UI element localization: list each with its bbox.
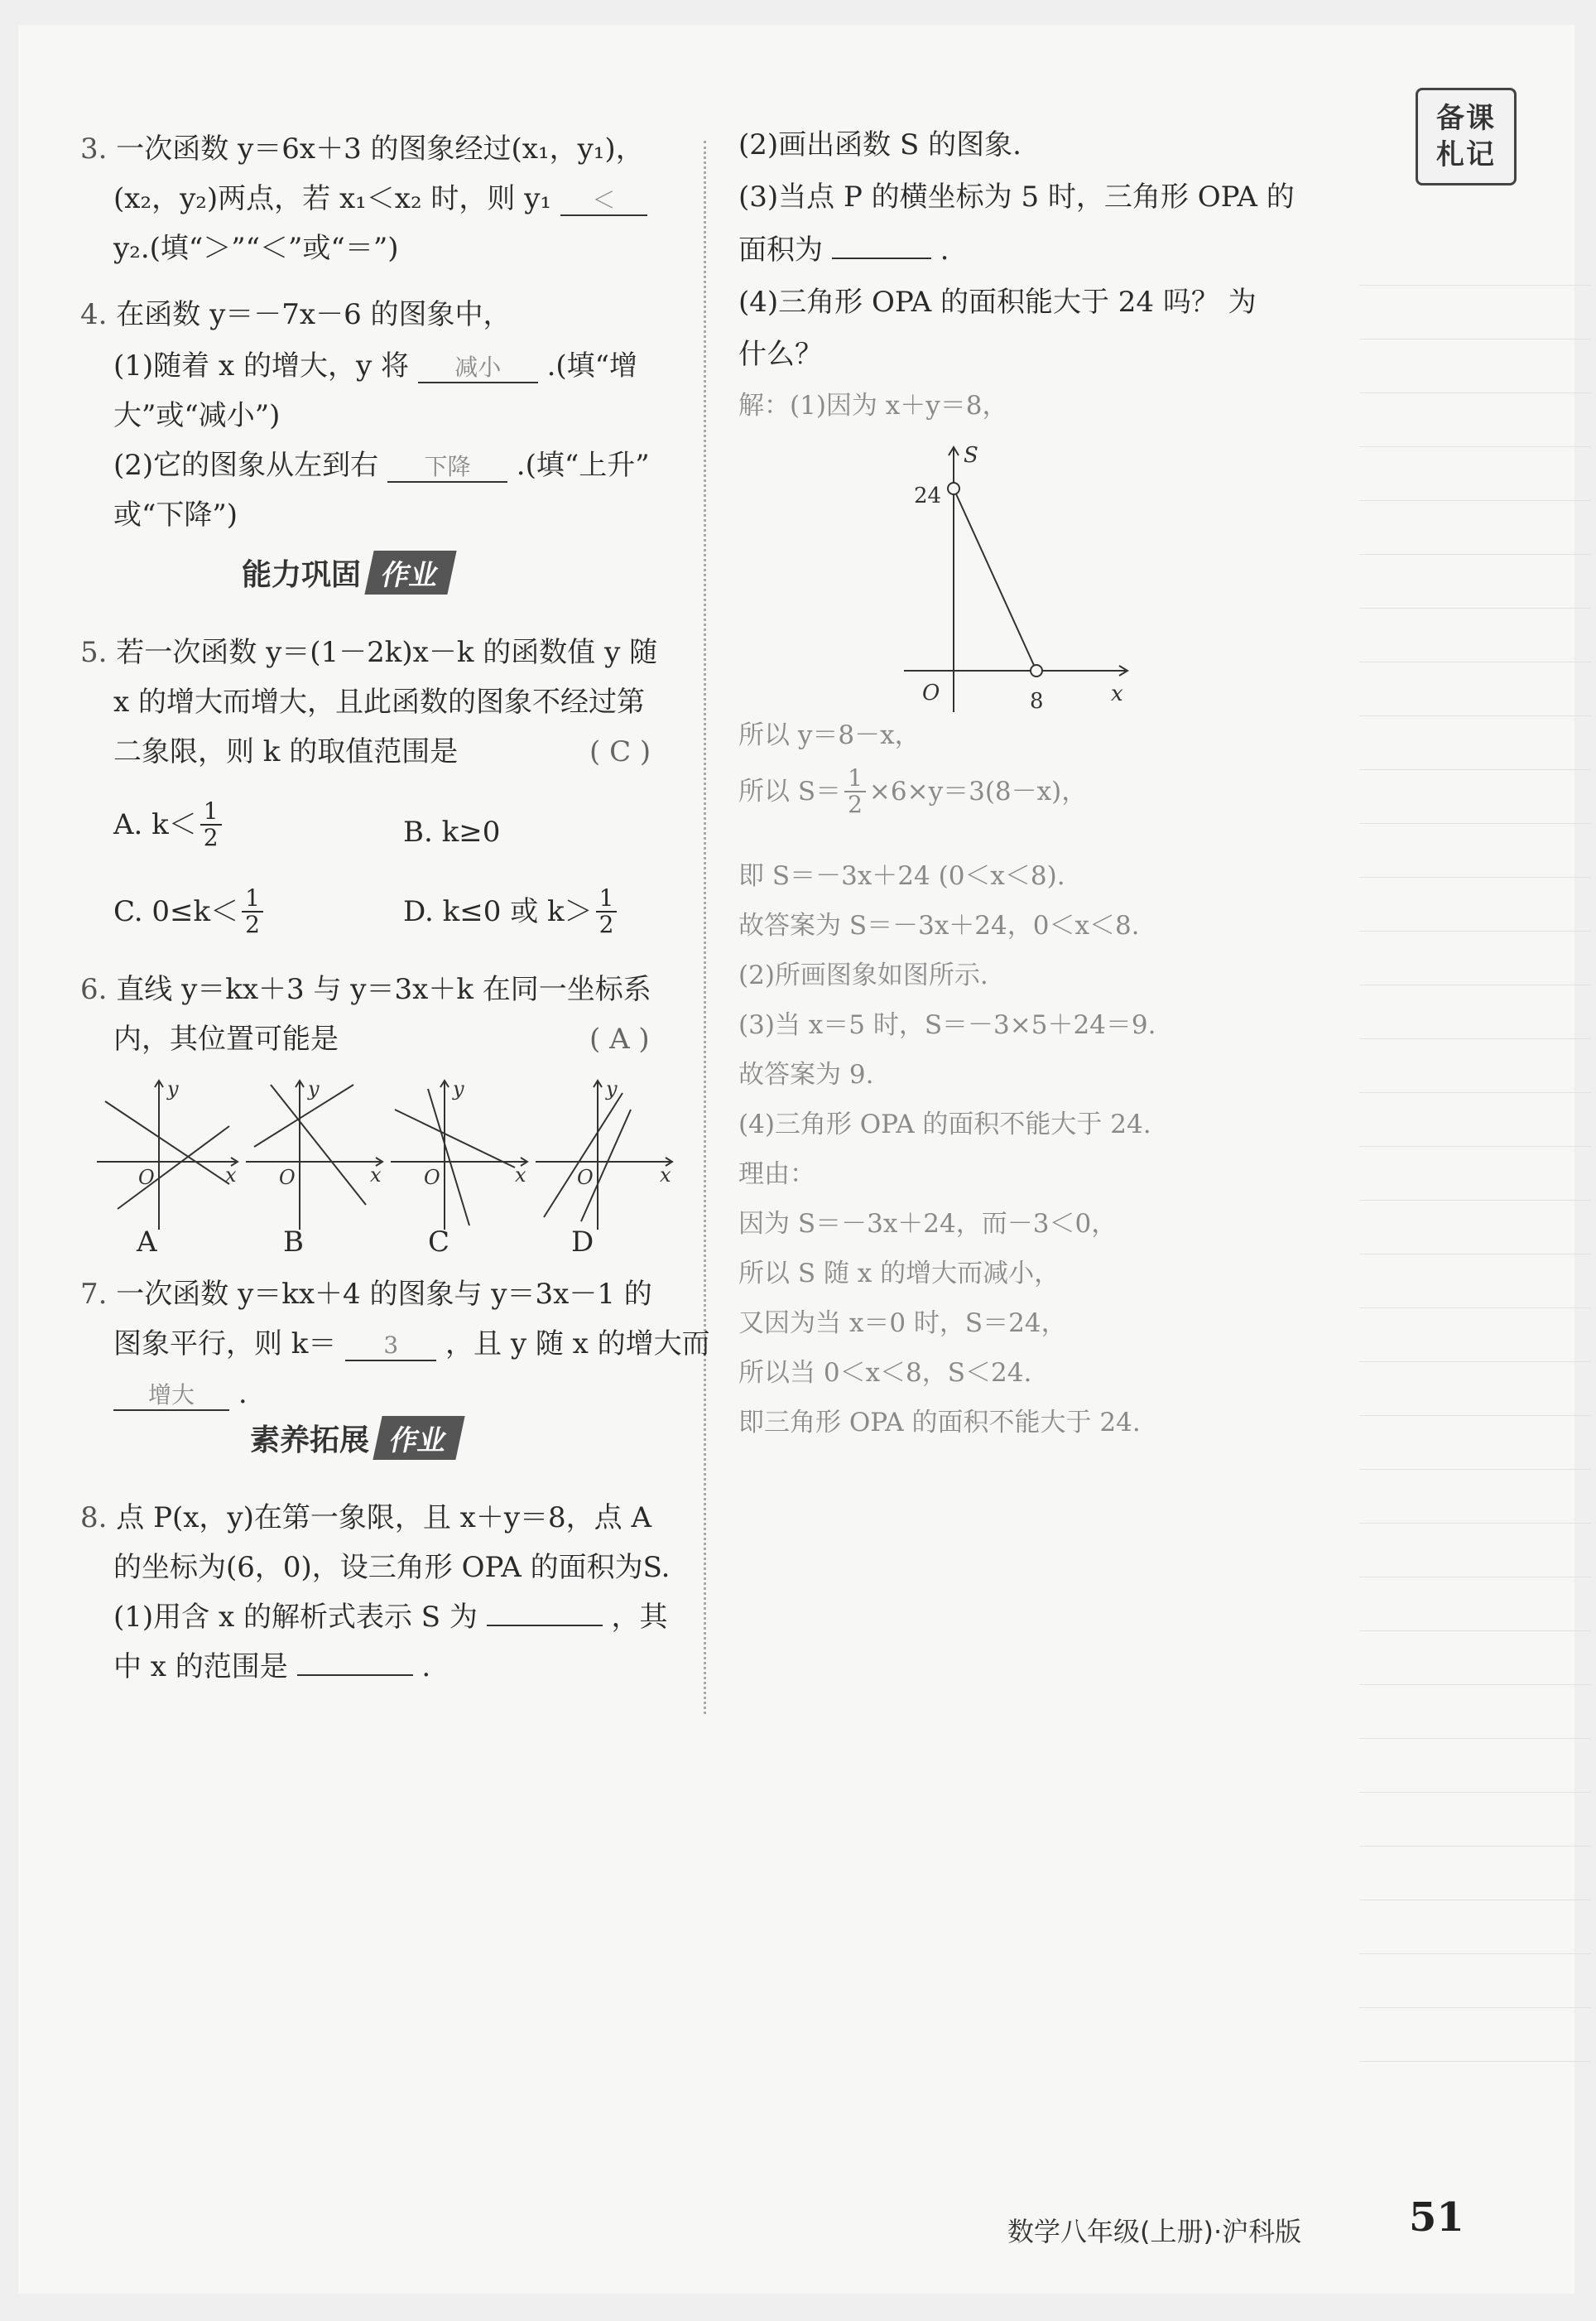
q5-option-d[interactable]: D. k≤0 或 k＞ $\frac{1}{2}$ <box>403 886 620 937</box>
graph-c[interactable] <box>391 1081 527 1230</box>
solution-graph <box>871 431 1136 729</box>
svg-text:x: x <box>515 1163 526 1187</box>
svg-text:O: O <box>577 1166 594 1189</box>
q8-range-blank[interactable] <box>297 1674 413 1676</box>
q6-label-c: C <box>428 1226 450 1259</box>
page-number: 51 <box>1409 2194 1464 2241</box>
q8-expression-blank[interactable] <box>487 1625 603 1626</box>
graph-x-tick: 8 <box>1030 689 1044 714</box>
section-header-ability: 能力巩固 作业 <box>242 551 452 594</box>
svg-text:O: O <box>424 1166 440 1189</box>
lesson-notes-stamp: 备课 札记 <box>1416 88 1517 185</box>
q5-answer: ( C ) <box>589 735 651 768</box>
notes-ruled-lines <box>1359 232 1591 2062</box>
q6-label-b: B <box>283 1226 304 1259</box>
q6-option-graphs <box>89 1064 685 1263</box>
q7-k-blank[interactable]: 3 <box>345 1331 436 1361</box>
svg-text:x: x <box>660 1163 671 1187</box>
q8-area-blank[interactable] <box>832 258 931 259</box>
graph-open-endpoint <box>948 483 959 494</box>
graph-s-label: S <box>964 443 978 468</box>
svg-text:y: y <box>308 1077 320 1100</box>
svg-text:y: y <box>453 1077 464 1100</box>
q5-option-c[interactable]: C. 0≤k＜ $\frac{1}{2}$ <box>113 886 267 937</box>
svg-text:y: y <box>167 1077 179 1100</box>
page: 备课 札记 3. 一次函数 y＝6x＋3 的图象经过(x₁，y₁)， (x₂，y₂)两点，若 x₁＜x₂ 时，则 y₁ ＜ y₂.(填“＞”“＜”或“＝”) 4. 在函数 y＝－7x－6 的图象中， (1)随着 x 的增大，y 将 减小 .(填“增 大”或“减小”) (2)它的图象从左到右 下降 .(填“上升” 或“下降”) 能力巩固 作业 5. 若一次函数 y＝(1－2k)x－k 的函数值 y 随 x 的增大而增大，且此函数的图象不经过第 二象限，则 k 的取值范围是 ( C ) A. k＜ $\frac{1}{2}$ B. k≥0 C. 0≤k＜ $\frac{1}{2}$ D. k≤0 或 k＞ $\frac{1}{2}$ 6. 直线 y＝kx＋3 与 y＝3x＋k 在同一坐标系 内，其位置可能是 ( A ) y x O y x O y x O y x O A B C D 7. 一次函数 y＝kx＋4 的图象与 y＝3x－1 的 图象平行，则 k＝ 3 ，且 y 随 x 的增大而 增大 . 素养拓展 作业 8. 点 P(x，y)在第一象限，且 x＋y＝8，点 A 的坐标为(6，0)，设三角形 OPA 的面积为S. (1)用含 x 的解析式表示 S 为 ，其 中 x 的范围是 . (2)画出函数 S 的图象. (3)当点 P 的横坐标为 5 时，三角形 OPA 的 面积为 . (4)三角形 OPA 的面积能大于 24 吗？ 为 什么？ 解：(1)因为 x＋y＝8， S x O 24 8 所以 y＝8－x， 所以 S＝ $\frac{1}{2}$ ×6×y＝3(8－x)， 即 S＝－3x＋24 (0＜x＜8). 故答案为 S＝－3x＋24，0＜x＜8. (2)所画图象如图所示. (3)当 x＝5 时，S＝－3×5＋24＝9. 故答案为 9. (4)三角形 OPA 的面积不能大于 24. 理由： 因为 S＝－3x＋24，而－3＜0， 所以 S 随 x 的增大而减小， 又因为当 x＝0 时，S＝24， 所以当 0＜x＜8，S＜24. 即三角形 OPA 的面积不能大于 24. 数学八年级(上册)·沪科版 51 <box>18 25 1574 2294</box>
column-divider <box>704 141 706 1714</box>
svg-text:O: O <box>279 1166 296 1189</box>
section-header-literacy: 素养拓展 作业 <box>250 1416 460 1459</box>
q6-label-a: A <box>137 1226 157 1259</box>
graph-s-line <box>954 489 1036 671</box>
q4-part1-blank[interactable]: 减小 <box>418 354 538 383</box>
q5-option-a[interactable]: A. k＜ $\frac{1}{2}$ <box>113 799 225 850</box>
q7-trend-blank[interactable]: 增大 <box>113 1381 229 1411</box>
graph-open-endpoint <box>1031 665 1042 677</box>
q5-option-b[interactable]: B. k≥0 <box>403 816 501 849</box>
footer-book-title: 数学八年级(上册)·沪科版 <box>1007 2216 1302 2247</box>
graph-y-tick: 24 <box>914 484 942 508</box>
q6-label-d: D <box>571 1226 594 1259</box>
svg-text:x: x <box>225 1163 237 1187</box>
svg-text:O: O <box>138 1166 155 1189</box>
graph-origin-label: O <box>922 681 940 705</box>
graph-b[interactable] <box>246 1081 382 1230</box>
graph-d[interactable] <box>536 1081 672 1230</box>
graph-x-label: x <box>1111 681 1123 706</box>
svg-text:x: x <box>370 1163 382 1187</box>
q3-answer-blank[interactable]: ＜ <box>560 186 647 216</box>
q4-part2-blank[interactable]: 下降 <box>387 453 507 483</box>
graph-a[interactable] <box>97 1081 238 1230</box>
q6-answer: ( A ) <box>589 1023 650 1056</box>
svg-text:y: y <box>606 1077 618 1100</box>
